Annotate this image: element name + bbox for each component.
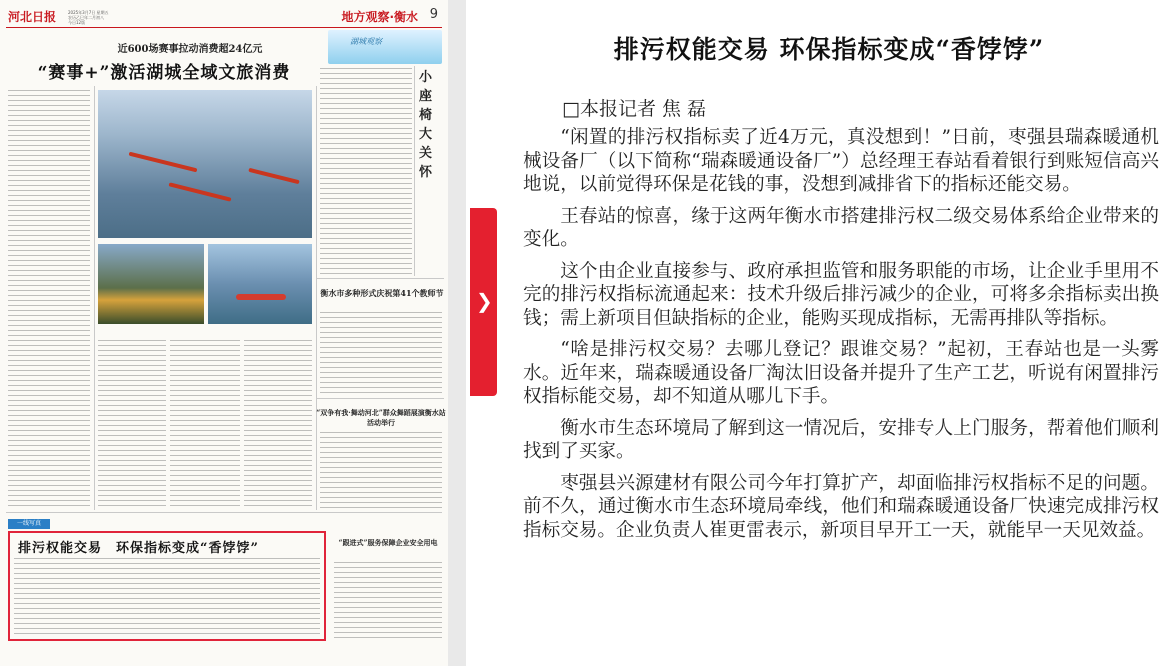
section-name: 地方观察·衡水: [341, 10, 418, 24]
sub-headline[interactable]: 近600场赛事拉动消费超24亿元: [117, 44, 263, 55]
article-title: 排污权能交易 环保指标变成“香饽饽”: [613, 35, 1045, 64]
meta-line: 2025年3月7日 星期五: [68, 10, 109, 15]
main-headline[interactable]: “赛事+”激活湖城全域文旅消费: [37, 63, 291, 83]
kayak-shape: [236, 294, 286, 300]
boat-shape: [248, 168, 299, 184]
boat-shape: [168, 182, 231, 201]
column-divider: [316, 86, 317, 510]
text-block[interactable]: [334, 562, 442, 638]
text-block[interactable]: [98, 340, 166, 510]
dragon-boat-photo: [98, 90, 312, 238]
masthead: [6, 6, 442, 28]
kayak-photo: [208, 244, 312, 324]
column-divider: [414, 66, 415, 276]
boat-shape: [129, 152, 198, 173]
selected-article-title[interactable]: 排污权能交易 环保指标变成“香饽饽”: [18, 541, 259, 556]
text-block[interactable]: [320, 68, 412, 276]
meta-line: 农历乙巳年二月初八: [68, 15, 104, 20]
column-title[interactable]: 小座椅大关怀: [419, 70, 433, 180]
text-block[interactable]: [320, 312, 442, 396]
text-block[interactable]: [8, 90, 90, 510]
side-article-title[interactable]: 衡水市多种形式庆祝第41个教师节: [320, 288, 444, 298]
chevron-right-icon[interactable]: ❯: [476, 289, 493, 313]
mid-article-title[interactable]: “双争有我·舞动河北”群众舞蹈展演衡水站活动举行: [316, 408, 446, 427]
column-divider: [94, 86, 95, 510]
row-divider: [6, 512, 442, 513]
article-byline: □本报记者 焦 磊: [562, 98, 707, 120]
row-divider: [316, 278, 444, 279]
banner-text: 湖城观察: [350, 37, 382, 46]
newspaper-logo: 河北日报: [8, 10, 57, 24]
text-block[interactable]: [170, 340, 240, 510]
row-divider: [316, 398, 444, 399]
article-paragraph: “闲置的排污权指标卖了近4万元，真没想到！”日前，枣强县瑞森暖通机械设备厂（以下简称“瑞森暖通设备厂”）总经理王春站看着银行到账短信高兴地说，以前觉得环保是花钱的事，没想到减排省下的指标还能交易。: [523, 127, 1159, 195]
article-paragraph: 这个由企业直接参与、政府承担监管和服务职能的市场，让企业手里用不完的排污权指标流通起来：技术升级后排污减少的企业，可将多余指标卖出换钱；需上新项目但缺指标的企业，能购买现成指标，无需再排队等指标。: [523, 260, 1159, 329]
column-banner: [328, 30, 442, 64]
meta-line: 今日12版: [68, 20, 86, 25]
page-number: 9: [429, 7, 438, 22]
newspaper-page[interactable]: [0, 0, 448, 666]
article-body: [523, 126, 1159, 550]
text-block[interactable]: [244, 340, 312, 510]
article-paragraph: “啥是排污权交易？去哪儿登记？跟谁交易？”起初，王春站也是一头雾水。近年来，瑞森暖通设备厂淘汰旧设备并提升了生产工艺，听说有闲置排污权指标能交易，却不知道从哪儿下手。: [523, 339, 1159, 407]
event-photo: [98, 244, 204, 324]
text-block[interactable]: [320, 432, 442, 510]
article-paragraph: 王春站的惊喜，缘于这两年衡水市搭建排污权二级交易体系给企业带来的变化。: [523, 205, 1159, 250]
article-paragraph: 枣强县兴源建材有限公司今年打算扩产，却面临排污权指标不足的问题。前不久，通过衡水市生态环境局牵线，他们和瑞森暖通设备厂快速完成排污权指标交易。企业负责人崔更雷表示，新项目早开工一天，就能早一天见效益。: [523, 472, 1159, 541]
small-article-title[interactable]: “跟进式”服务保障企业安全用电: [338, 538, 438, 547]
issue-meta: [68, 10, 109, 25]
section-label: 一线写真: [8, 519, 50, 529]
article-paragraph: 衡水市生态环境局了解到这一情况后，安排专人上门服务，帮着他们顺利找到了买家。: [523, 417, 1159, 462]
